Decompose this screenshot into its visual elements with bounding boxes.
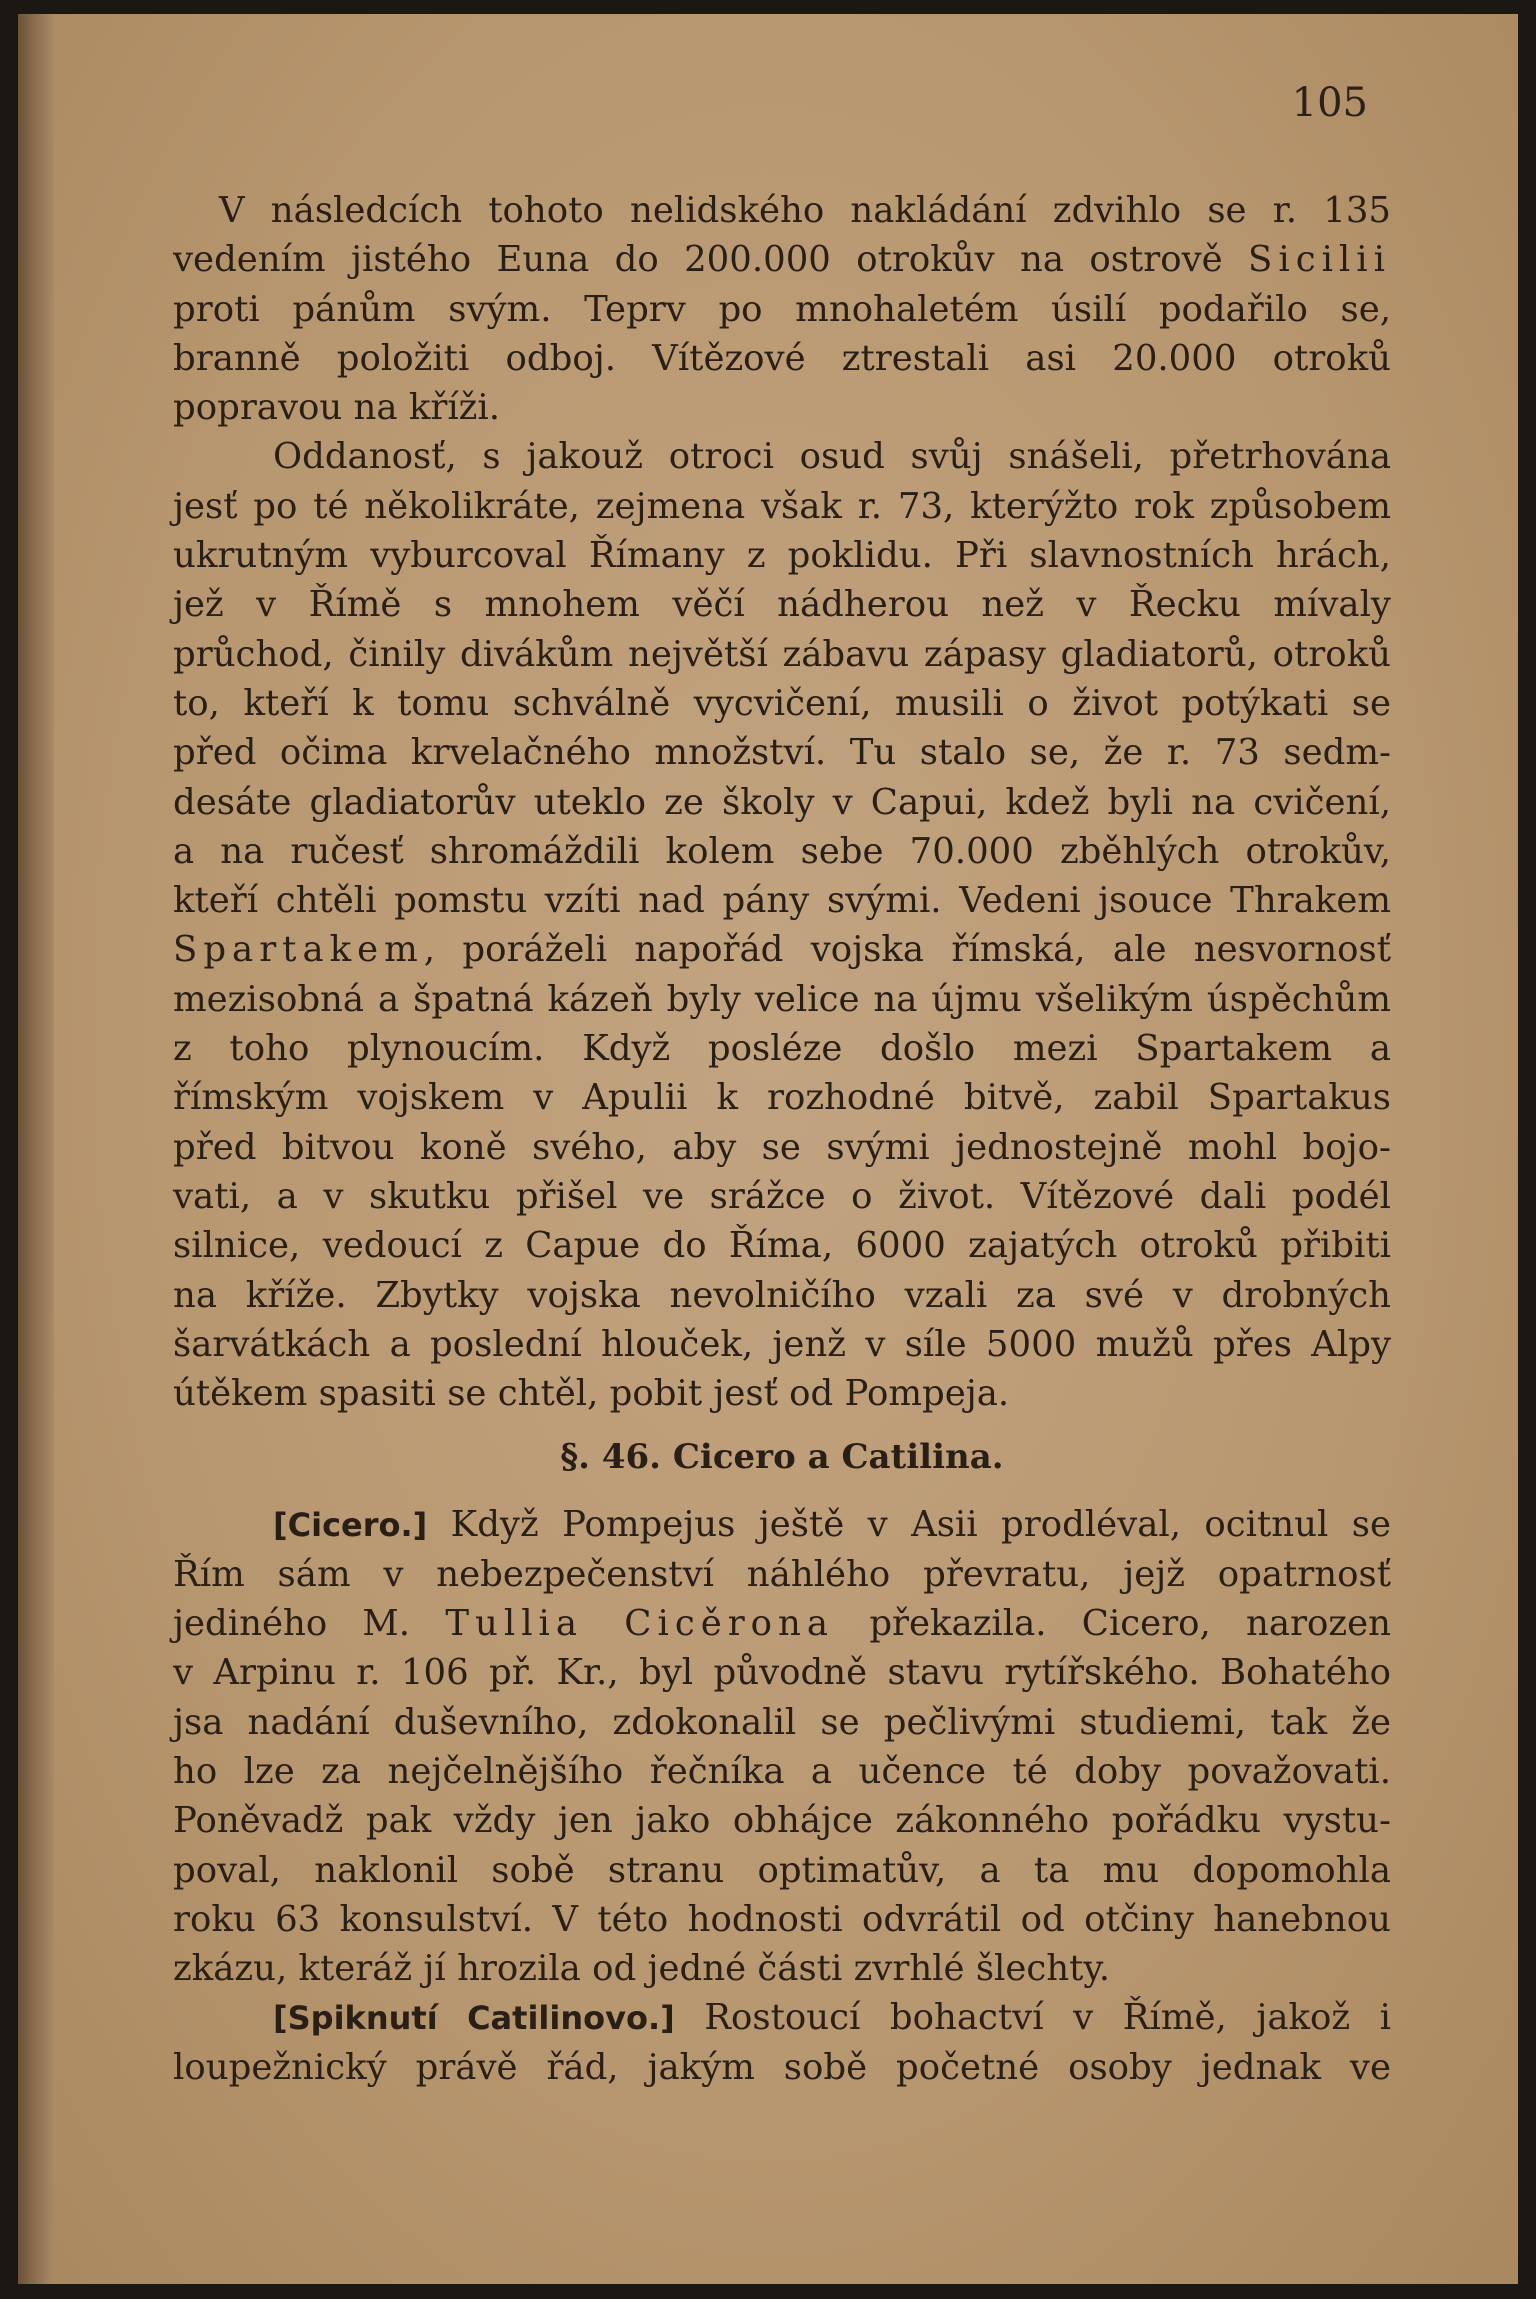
text-line: popravou na kříži. — [173, 387, 501, 429]
text-line: loupežnický právě řád, jakým sobě početné osoby jednak ve — [173, 2046, 1391, 2088]
text-fragment: jediného M. — [173, 1603, 411, 1645]
text-line: ukrutným vyburcoval Římany z poklidu. Při slavnostních hrách, — [173, 535, 1391, 577]
text-line: roku 63 konsulství. V této hodnosti odvrátil od otčiny hanebnou — [173, 1898, 1391, 1940]
text-line: před očima krvelačného množství. Tu stalo se, že r. 73 sedm- — [173, 732, 1391, 774]
text-line: římským vojskem v Apulii k rozhodné bitvě, zabil Spartakus — [173, 1077, 1391, 1119]
text-fragment: , poráželi napořád vojska římská, ale nesvornosť — [423, 929, 1391, 971]
text-line: Poněvadž pak vždy jen jako obhájce zákonného pořádku vystu- — [173, 1800, 1391, 1842]
text-line: ho lze za nejčelnějšího řečníka a učence té doby považovati. — [173, 1750, 1391, 1792]
text-line: z toho plynoucím. Když posléze došlo mezi Spartakem a — [173, 1028, 1391, 1070]
text-line: branně položiti odboj. Vítězové ztrestali asi 20.000 otroků — [173, 337, 1391, 379]
text-line: a na ručesť shromáždili kolem sebe 70.000 zběhlých otrokův, — [173, 830, 1391, 872]
text-fragment: Rostoucí bohactví v Římě, jakož i — [674, 1997, 1392, 2039]
text-line — [173, 235, 1391, 284]
text-line: poval, naklonil sobě stranu optimatův, a ta mu dopomohla — [173, 1849, 1391, 1891]
text-line — [173, 1599, 1391, 1648]
text-line: V následcích tohoto nelidského nakládání zdvihlo se r. 135 — [219, 190, 1391, 231]
page-number: 105 — [1291, 80, 1368, 126]
text-line: před bitvou koně svého, aby se svými jednostejně mohl bojo- — [173, 1126, 1391, 1168]
section-heading: §. 46. Cicero a Catilina. — [560, 1437, 1004, 1478]
text-line: na kříže. Zbytky vojska nevolničího vzali za své v drobných — [173, 1274, 1391, 1316]
text-line: zkázu, kteráž jí hrozila od jedné části zvrhlé šlechty. — [173, 1948, 1111, 1990]
text-line: jež v Římě s mnohem věčí nádherou než v Řecku mívaly — [173, 584, 1391, 626]
emphasized-word: Sicilii — [1248, 239, 1391, 281]
text-fragment: překazila. Cicero, narozen — [834, 1603, 1391, 1645]
text-line: šarvátkách a poslední hlouček, jenž v síle 5000 mužů přes Alpy — [173, 1323, 1391, 1365]
text-line: v Arpinu r. 106 př. Kr., byl původně stavu rytířského. Bohatého — [173, 1652, 1391, 1694]
text-line — [173, 1993, 1391, 2042]
page-gutter — [18, 14, 54, 2284]
text-fragment: vedením jistého Euna do 200.000 otrokův na ostrově — [173, 239, 1223, 281]
text-line: jesť po té několikráte, zejmena však r. 73, kterýžto rok způsobem — [173, 485, 1391, 527]
body-text — [173, 186, 1391, 2092]
text-line: Řím sám v nebezpečenství náhlého převratu, jejž opatrnosť — [173, 1553, 1391, 1595]
text-line: jsa nadání duševního, zdokonalil se pečlivými studiemi, tak že — [173, 1701, 1391, 1743]
text-line: desáte gladiatorův uteklo ze školy v Capui, kdež byli na cvičení, — [173, 781, 1391, 823]
text-line: kteří chtěli pomstu vzíti nad pány svými. Vedeni jsouce Thrakem — [173, 880, 1391, 922]
text-fragment: Když Pompejus ještě v Asii prodléval, ocitnul se — [427, 1504, 1391, 1546]
text-line — [173, 925, 1391, 974]
text-line — [173, 1500, 1391, 1549]
text-line: útěkem spasiti se chtěl, pobit jesť od Pompeja. — [173, 1373, 1010, 1415]
emphasized-word: Spartakem — [173, 929, 424, 971]
emphasized-name: Tullia Cicěrona — [445, 1603, 835, 1645]
sidenote-spiknuti: [Spiknutí Catilinovo.] — [273, 1999, 675, 2038]
sidenote-cicero: [Cicero.] — [273, 1506, 428, 1545]
text-line: to, kteří k tomu schválně vycvičení, musili o život potýkati se — [173, 682, 1391, 724]
text-line: proti pánům svým. Teprv po mnohaletém úsilí podařilo se, — [173, 288, 1391, 330]
text-line: vati, a v skutku přišel ve srážce o život. Vítězové dali podél — [173, 1175, 1391, 1217]
text-line: průchod, činily divákům největší zábavu zápasy gladiatorů, otroků — [173, 633, 1391, 675]
text-line: mezisobná a špatná kázeň byly velice na újmu všelikým úspěchům — [173, 978, 1391, 1020]
text-line: Oddanosť, s jakouž otroci osud svůj snášeli, přetrhována — [273, 436, 1391, 478]
book-page — [18, 14, 1518, 2284]
text-line: silnice, vedoucí z Capue do Říma, 6000 zajatých otroků přibiti — [173, 1225, 1391, 1267]
